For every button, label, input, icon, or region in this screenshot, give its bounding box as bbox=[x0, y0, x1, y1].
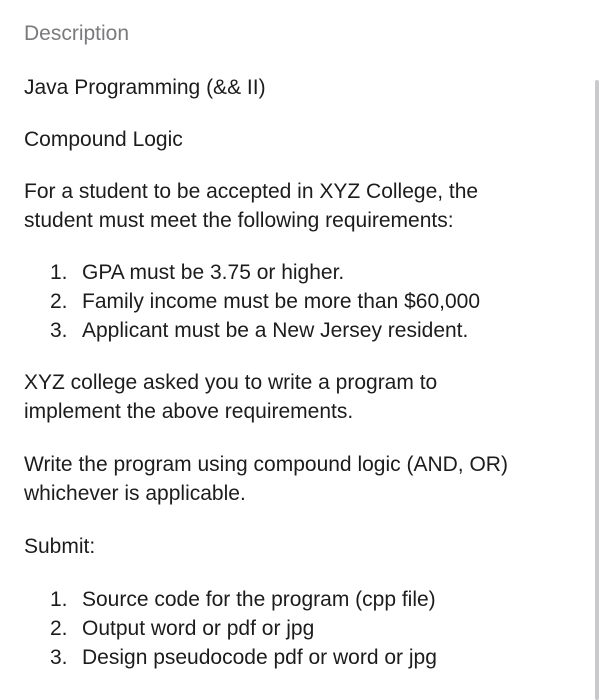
write-line-2: whichever is applicable. bbox=[24, 482, 246, 505]
scrollbar[interactable] bbox=[595, 80, 599, 700]
requirement-item bbox=[50, 288, 480, 316]
topic-title: Compound Logic bbox=[24, 128, 183, 151]
list-text: Output word or pdf or jpg bbox=[82, 617, 315, 640]
list-text: Design pseudocode pdf or word or jpg bbox=[82, 646, 437, 669]
submit-item bbox=[50, 644, 437, 672]
intro-line-1: For a student to be accepted in XYZ College, the bbox=[24, 180, 479, 203]
list-number: 1. bbox=[50, 261, 68, 284]
submit-item bbox=[50, 586, 436, 614]
course-title: Java Programming (&& II) bbox=[24, 76, 266, 99]
list-number: 1. bbox=[50, 588, 68, 611]
list-text: Family income must be more than $60,000 bbox=[82, 290, 481, 313]
requirement-item bbox=[50, 317, 468, 345]
submit-label: Submit: bbox=[24, 535, 96, 558]
list-text: Applicant must be a New Jersey resident. bbox=[82, 319, 469, 342]
list-number: 2. bbox=[50, 617, 68, 640]
requirement-item bbox=[50, 259, 344, 287]
write-line-1: Write the program using compound logic (AND, OR) bbox=[24, 453, 508, 476]
task-line-2: implement the above requirements. bbox=[24, 400, 354, 423]
list-number: 3. bbox=[50, 319, 68, 342]
list-number: 2. bbox=[50, 290, 68, 313]
submit-item bbox=[50, 615, 314, 643]
intro-line-2: student must meet the following requirements: bbox=[24, 209, 454, 232]
section-header: Description bbox=[24, 22, 130, 45]
task-line-1: XYZ college asked you to write a program to bbox=[24, 371, 438, 394]
list-number: 3. bbox=[50, 646, 68, 669]
list-text: GPA must be 3.75 or higher. bbox=[82, 261, 345, 284]
list-text: Source code for the program (cpp file) bbox=[82, 588, 436, 611]
